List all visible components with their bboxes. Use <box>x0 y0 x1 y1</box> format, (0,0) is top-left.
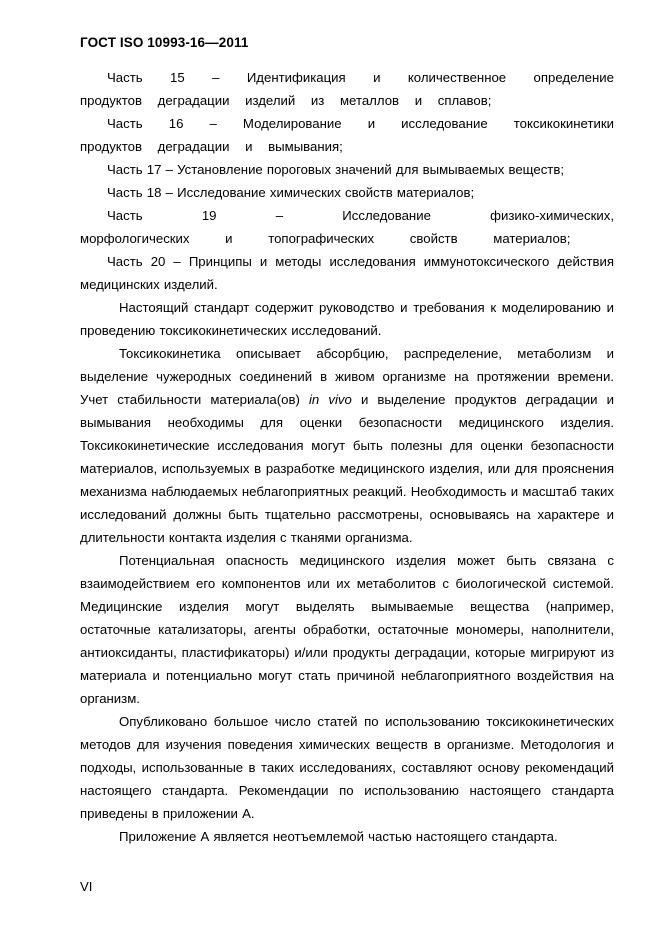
paragraph-scope: Настоящий стандарт содержит руководство и требования к моделированию и проведению токсикокинетических исследований. <box>80 300 614 338</box>
paragraph-part-20: Часть 20 – Принципы и методы исследования иммунотоксического действия медицинских изделий. <box>80 254 614 292</box>
paragraph-part-17: Часть 17 – Установление пороговых значений для вымываемых веществ; <box>107 162 565 177</box>
paragraph-part-15: Часть 15 – Идентификация и количественное определение продуктов деградации изделий из металлов и сплавов; <box>80 70 614 108</box>
paragraph-toxicokinetics <box>80 342 614 549</box>
paragraph-part-19: Часть 19 – Исследование физико-химических, морфологических и топографических свойств материалов; <box>80 208 614 246</box>
paragraph-part-18: Часть 18 – Исследование химических свойств материалов; <box>107 185 475 200</box>
paragraph-hazard: Потенциальная опасность медицинского изделия может быть связана с взаимодействием его компонентов или их метаболитов с биологической системой. Медицинские изделия могут выделять вымываемые вещества (например, остаточные катализаторы, агенты обработки, остаточные мономеры, наполнители, антиоксиданты, пластификаторы) и/или продукты деградации, которые мигрируют из материала и потенциально могут стать причиной неблагоприятного воздействия на организм. <box>80 553 614 706</box>
page-number: VI <box>80 879 93 894</box>
paragraph-toxicokinetics-em: in vivo <box>308 392 352 407</box>
paragraph-annex: Приложение А является неотъемлемой частью настоящего стандарта. <box>119 829 558 844</box>
paragraph-part-16: Часть 16 – Моделирование и исследование токсикокинетики продуктов деградации и вымывания; <box>80 116 614 154</box>
paragraph-literature: Опубликовано большое число статей по использованию токсикокинетических методов для изучения поведения химических веществ в организме. Методология и подходы, использованные в таких исследованиях, составляют основу рекомендаций настоящего стандарта. Рекомендации по использованию настоящего стандарта приведены в приложении А. <box>80 714 614 821</box>
document-header: ГОСТ ISO 10993-16—2011 <box>80 35 249 50</box>
paragraph-toxicokinetics-pre: Токсикокинетика описывает абсорбцию, распределение, метаболизм и выделение чужеродных соединений в живом организме на протяжении времени. Учет стабильности материала(ов) <box>80 346 614 407</box>
paragraph-toxicokinetics-post: и выделение продуктов деградации и вымывания необходимы для оценки безопасности медицинского изделия. Токсикокинетические исследования могут быть полезны для оценки безопасности материалов, используемых в разработке медицинского изделия, или для прояснения механизма наблюдаемых неблагоприятных реакций. Необходимость и масштаб таких исследований должны быть тщательно рассмотрены, основываясь на характере и длительности контакта изделия с тканями организма. <box>80 392 615 545</box>
document-body <box>80 66 614 848</box>
